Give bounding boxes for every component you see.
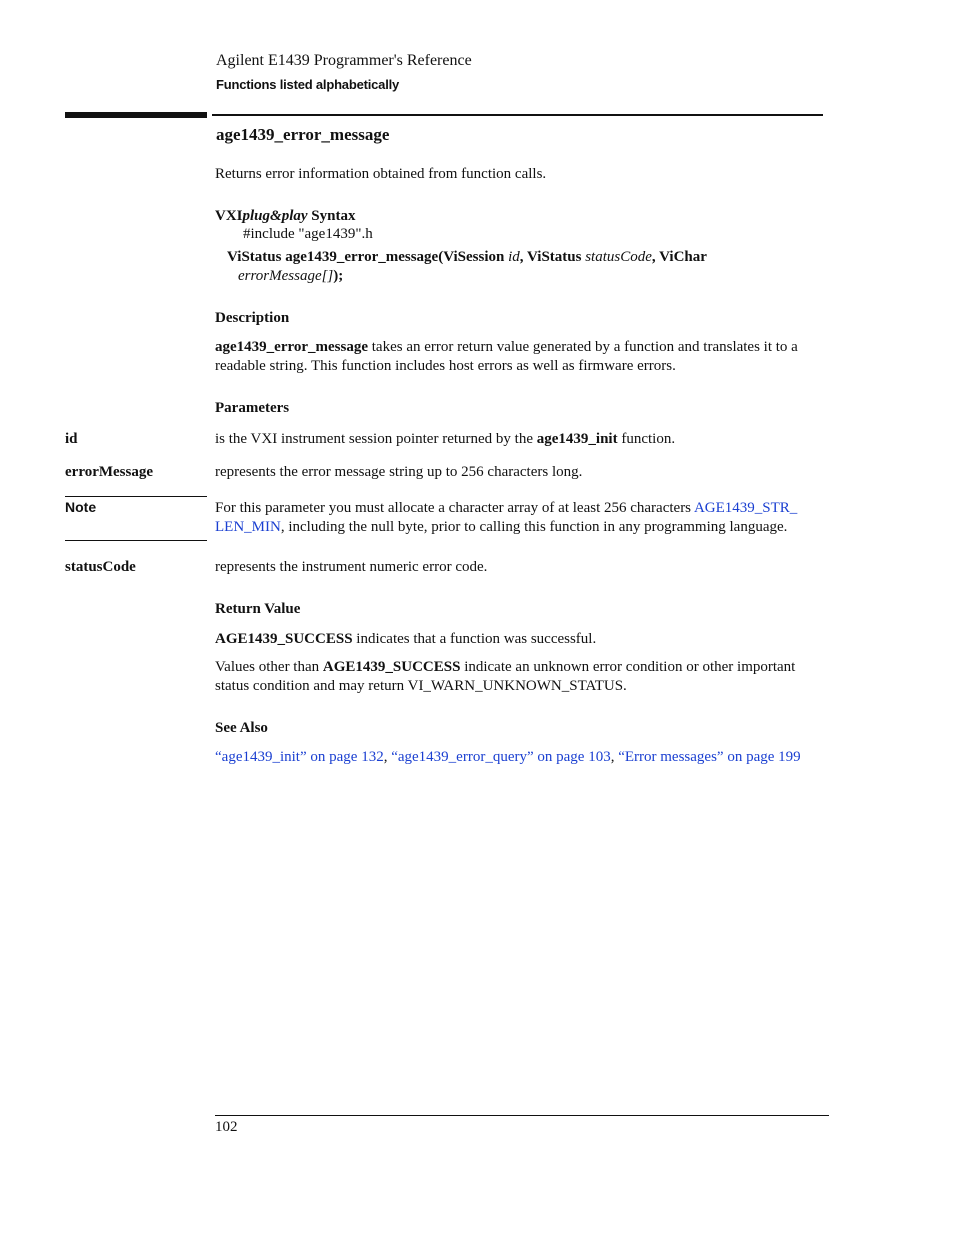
description-heading: Description [215, 310, 290, 326]
section-subtitle: Functions listed alphabetically [216, 77, 400, 92]
return-value-p1: AGE1439_SUCCESS indicates that a function was successful. [215, 631, 597, 647]
str-len-min-link[interactable]: AGE1439_STR_ [693, 500, 798, 516]
note-rule-bottom [65, 540, 207, 541]
note-rule-top [65, 496, 207, 497]
function-title: age1439_error_message [216, 125, 390, 144]
param-name-errormessage: errorMessage [65, 464, 154, 480]
syntax-heading: VXIplug&play Syntax [215, 208, 356, 224]
see-also-link-init[interactable]: “age1439_init” on page 132 [215, 749, 384, 765]
parameters-heading: Parameters [215, 400, 290, 416]
param-desc-statuscode: represents the instrument numeric error code. [215, 559, 488, 575]
document-title: Agilent E1439 Programmer's Reference [216, 52, 472, 69]
note-label: Note [65, 499, 97, 515]
function-signature-cont: errorMessage[]); [238, 268, 344, 284]
param-desc-id: is the VXI instrument session pointer returned by the age1439_init function. [215, 431, 676, 447]
include-line: #include "age1439".h [243, 226, 373, 242]
return-value-p2: Values other than AGE1439_SUCCESS indicate an unknown error condition or other important status condition and may return VI_WARN_UNKNOWN_STATUS. [215, 659, 796, 694]
description-text: age1439_error_message takes an error return value generated by a function and translates it to a readable string. This function includes host errors as well as firmware errors. [215, 339, 798, 374]
see-also-link-error-messages[interactable]: “Error messages” on page 199 [618, 749, 801, 765]
page-number: 102 [215, 1119, 238, 1135]
return-value-heading: Return Value [215, 601, 301, 617]
param-desc-errormessage: represents the error message string up to 256 characters long. [215, 464, 583, 480]
function-signature: ViStatus age1439_error_message(ViSession id, ViStatus statusCode, ViChar [227, 249, 707, 265]
param-name-id: id [65, 431, 78, 447]
heading-rule-thin [212, 114, 823, 116]
see-also-links: “age1439_init” on page 132, “age1439_error_query” on page 103, “Error messages” on page 199 [215, 749, 801, 765]
function-summary: Returns error information obtained from function calls. [215, 166, 547, 182]
note-text: For this parameter you must allocate a character array of at least 256 characters AGE1439_STR_ LEN_MIN, including the null byte, prior to calling this function in any programming language. [215, 500, 798, 535]
param-name-statuscode: statusCode [65, 559, 136, 575]
see-also-link-error-query[interactable]: “age1439_error_query” on page 103 [391, 749, 611, 765]
str-len-min-link-cont[interactable]: LEN_MIN [215, 519, 281, 535]
footer-rule [215, 1115, 829, 1116]
see-also-heading: See Also [215, 720, 268, 736]
heading-rule-thick [65, 112, 207, 118]
